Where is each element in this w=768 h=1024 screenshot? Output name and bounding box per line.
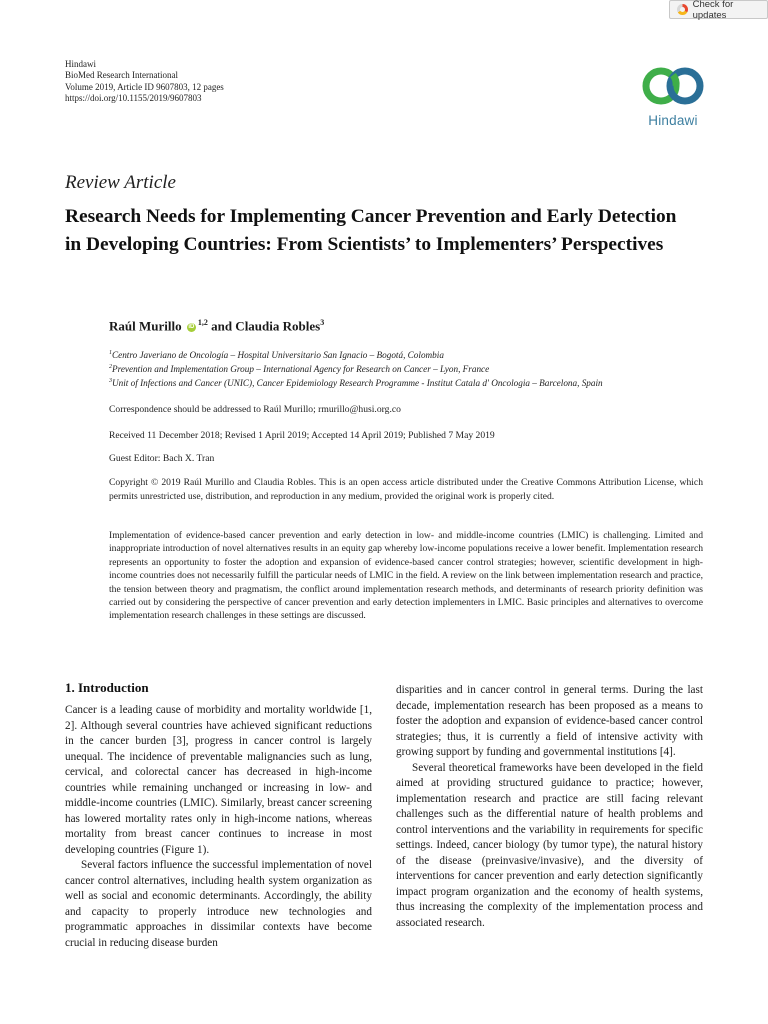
crossmark-icon (677, 4, 688, 15)
check-for-updates-button[interactable] (669, 0, 768, 19)
affiliation-number: 3 (109, 378, 112, 384)
author-name[interactable]: and Claudia Robles (211, 318, 321, 334)
article-type: Review Article (65, 172, 176, 193)
author-name[interactable]: Raúl Murillo (109, 318, 182, 334)
affiliation-number: 1 (109, 350, 112, 356)
affiliation-2 (109, 364, 489, 374)
section-heading: 1. Introduction (65, 680, 149, 695)
affiliation-number: 2 (109, 364, 112, 370)
publication-dates: Received 11 December 2018; Revised 1 April 2019; Accepted 14 April 2019; Published 7 May 2019 (109, 430, 495, 441)
hindawi-logo-text: Hindawi (648, 113, 698, 128)
affiliation-text: Centro Javeriano de Oncología – Hospital Universitario San Ignacio – Bogotá, Colombia (112, 350, 444, 361)
publisher-name: Hindawi (65, 59, 96, 69)
journal-name: BioMed Research International (65, 70, 178, 81)
correspondence: Correspondence should be addressed to Raúl Murillo; rmurillo@husi.org.co (109, 404, 401, 415)
abstract: Implementation of evidence-based cancer prevention and early detection in low- and middle-income countries (LMIC) is challenging. Limited and inappropriate introduction of novel alternatives results in an equity gap whereby low-income populations receive a lower benefit. Implementation research represents an opportunity to foster the adoption and expansion of evidence-based cancer control strategies; however, scientific development in high-income countries does not necessarily fulfill the particular needs of LMIC in the field. A review on the link between implementation research and practice, the tension between theory and pragmatism, the conflict around implementation research methods, and determinants of research priority definition was carried out by considering the perspective of cancer prevention and early detection implementers in LMIC. Basic principles and alternatives to overcome implementation research challenges in these settings are discussed. (109, 530, 703, 622)
body-paragraph: disparities and in cancer control in general terms. During the last decade, implementation research has been proposed as a means to foster the adoption and expansion of evidence-based cancer control strategies; thus, it is currently a field of intensive activity with growing support by funding and governmental institutions [4]. (396, 684, 703, 758)
body-paragraph: Cancer is a leading cause of morbidity and mortality worldwide [1, 2]. Although several countries have achieved significant reductions in the cancer burden [3], progress in cancer control is largely unequal. The incidence of preventable malignancies such as lung, cervical, and colorectal cancer has decreased in high-income countries while remaining unchanged or increasing in low- and middle-income countries (LMIC). Similarly, breast cancer screening has lowered mortality rates only in high-income nations, whereas mortality from breast cancer continues to increase in most developing countries (Figure 1). (65, 704, 372, 856)
body-paragraph: Several factors influence the successful implementation of novel cancer control alternatives, including health system organization as well as social and economic determinants. Accordingly, the ability and capacity to properly introduce new technologies and programmatic approaches in dissimilar contexts have become crucial in reducing disease burden (65, 859, 372, 949)
body-column-right (396, 683, 703, 931)
journal-info (65, 59, 224, 105)
orcid-icon[interactable]: iD (188, 323, 195, 330)
author-affiliation-ref: 1,2 (197, 318, 208, 327)
author-list (109, 318, 324, 334)
affiliation-text: Unit of Infections and Cancer (UNIC), Cancer Epidemiology Research Programme - Institut Catala d' Oncologia – Barcelona, Spain (112, 378, 603, 389)
copyright-notice: Copyright © 2019 Raúl Murillo and Claudia Robles. This is an open access article distributed under the Creative Commons Attribution License, which permits unrestricted use, distribution, and reproduction in any medium, provided the original work is properly cited. (109, 477, 703, 502)
volume-info: Volume 2019, Article ID 9607803, 12 pages (65, 81, 224, 92)
affiliation-3 (109, 378, 603, 388)
doi-link[interactable]: https://doi.org/10.1155/2019/9607803 (65, 93, 202, 104)
affiliation-1 (109, 350, 444, 360)
guest-editor: Guest Editor: Bach X. Tran (109, 453, 215, 464)
check-for-updates-label: Check for updates (692, 0, 734, 21)
author-affiliation-ref: 3 (320, 318, 325, 327)
article-title: Research Needs for Implementing Cancer Prevention and Early Detection in Developing Countries: From Scientists’ to Implementers’ Perspectives (65, 206, 677, 255)
body-paragraph: Several theoretical frameworks have been developed in the field aimed at providing structured guidance to practice; however, implementation research and practice are still facing relevant challenges such as the differential nature of health problems and control interventions and the variability in requirements for specific settings. Indeed, cancer biology (by tumor type), the natural history of the disease (preinvasive/invasive), and the diversity of interventions for cancer prevention and early detection significantly impact program organization and the economy of health systems, thus increasing the complexity of the implementation process and associated research. (396, 761, 703, 929)
affiliation-text: Prevention and Implementation Group – International Agency for Research on Cancer – Lyon, France (112, 364, 490, 375)
body-column-left (65, 703, 372, 951)
